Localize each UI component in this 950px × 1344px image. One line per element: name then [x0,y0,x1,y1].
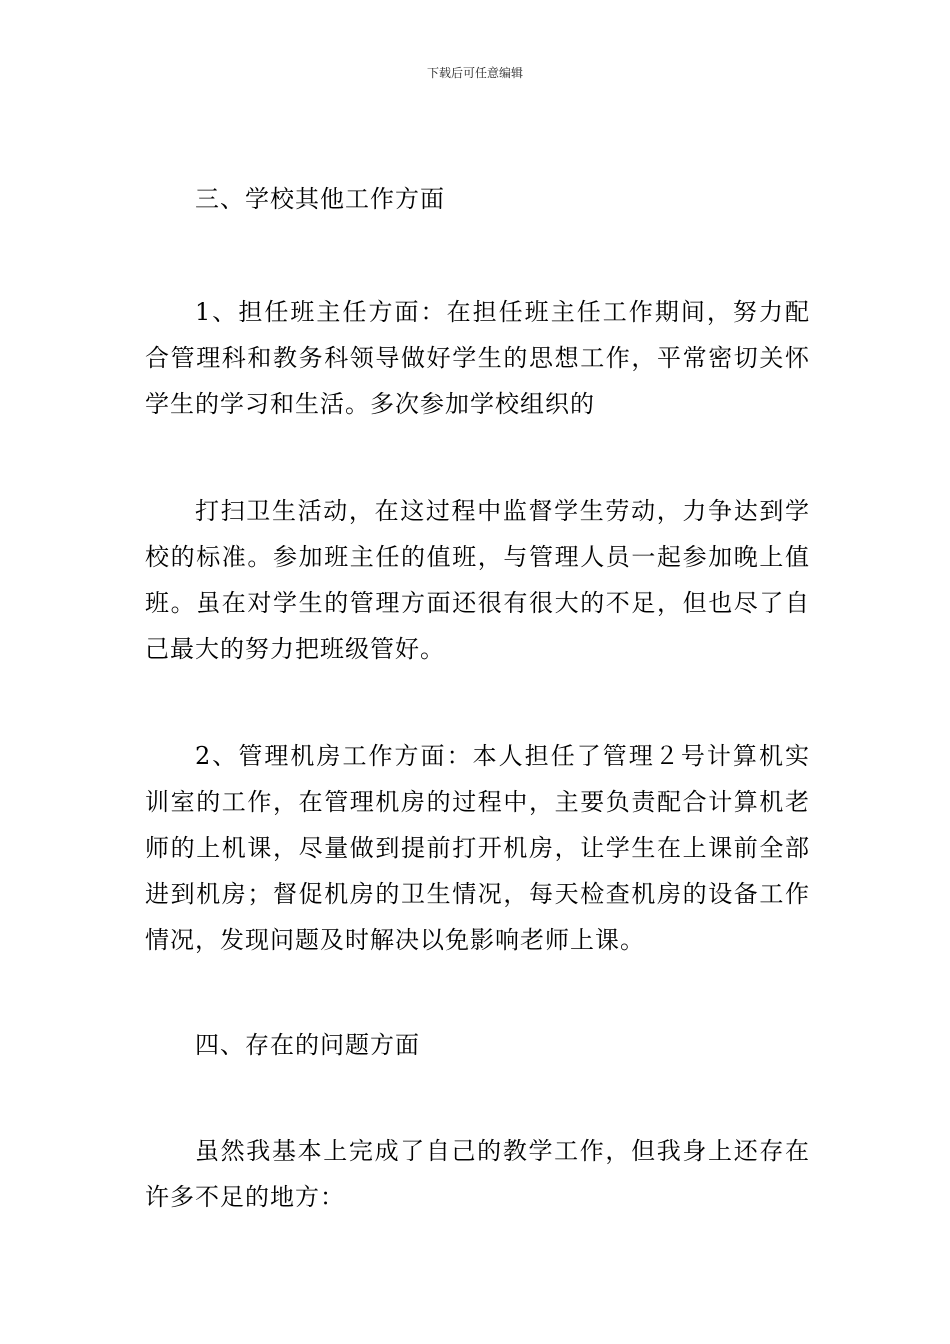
class-teacher-paragraph: 1、担任班主任方面：在担任班主任工作期间，努力配合管理科和教务科领导做好学生的思想工作，平常密切关怀学生的学习和生活。多次参加学校组织的 [145,298,810,418]
section-4-heading: 四、存在的问题方面 [195,1031,420,1059]
page-header-note: 下载后可任意编辑 [426,66,523,80]
cleaning-activity-paragraph: 打扫卫生活动，在这过程中监督学生劳动，力争达到学校的标准。参加班主任的值班，与管理人员一起参加晚上值班。虽在对学生的管理方面还很有很大的不足，但也尽了自己最大的努力把班级管好。 [145,497,810,663]
section-3-heading: 三、学校其他工作方面 [195,185,445,213]
computer-lab-paragraph: 2、管理机房工作方面：本人担任了管理２号计算机实训室的工作，在管理机房的过程中，主要负责配合计算机老师的上机课，尽量做到提前打开机房，让学生在上课前全部进到机房；督促机房的卫生情况，每天检查机房的设备工作情况，发现问题及时解决以免影响老师上课。 [145,742,810,954]
problems-intro-paragraph: 虽然我基本上完成了自己的教学工作，但我身上还存在许多不足的地方： [145,1137,810,1211]
document-body [145,176,810,1220]
